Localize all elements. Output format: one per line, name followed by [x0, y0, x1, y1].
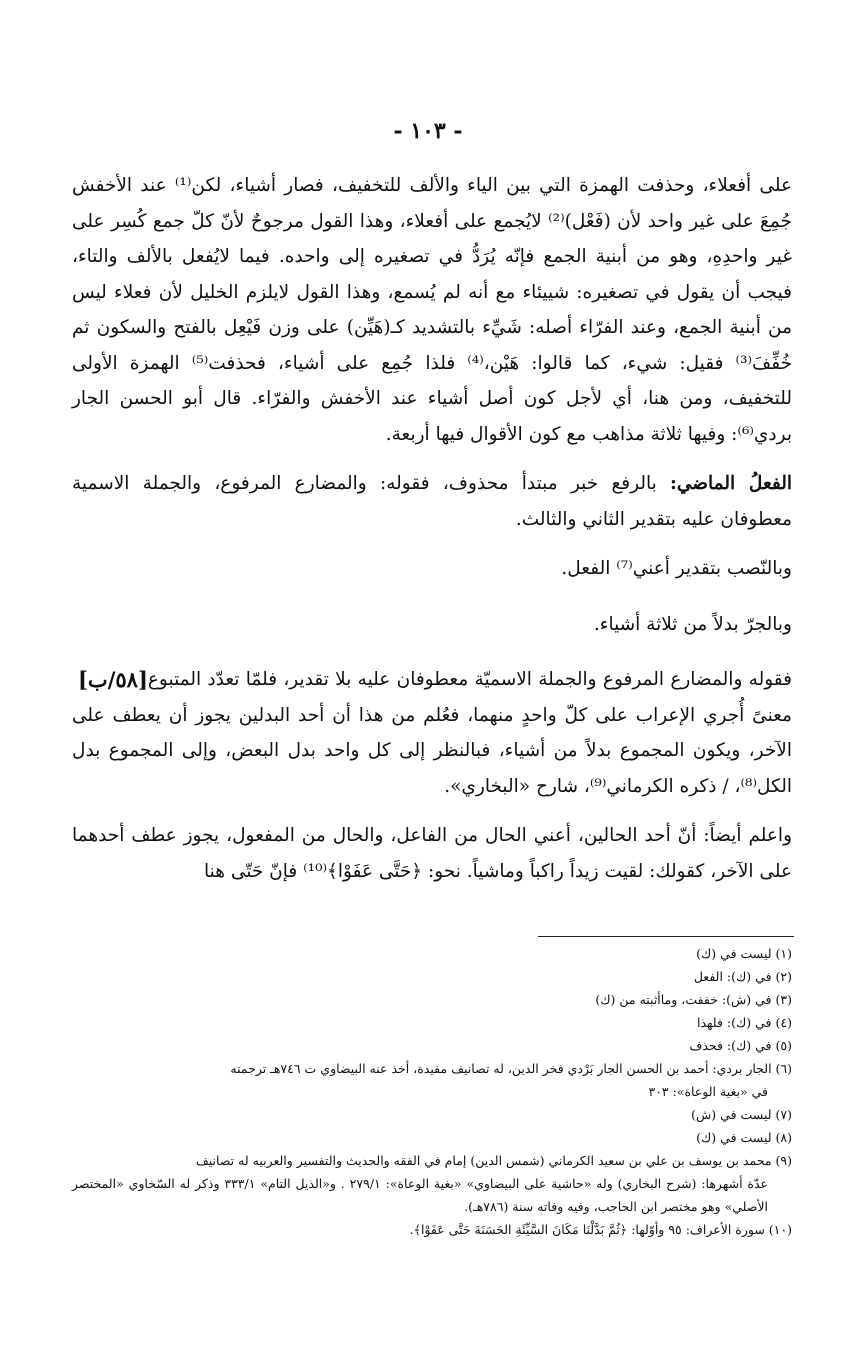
paragraph-2	[72, 466, 792, 537]
paragraph-5	[72, 662, 792, 804]
footnotes	[72, 942, 792, 1241]
paragraph-5-text: فقوله والمضارع المرفوع والجملة الاسميّة معطوفان عليه بلا تقدير، فلمّا تعدّد المتبوع معنىً أُجري الإعراب على كلّ واحدٍ منهما، فعُلم من هذا أن أحد البدلين يجوز أن يعطف على الآخر، ويكون المجموع بدلاً من أشياء، فبالنظر إلى كل واحد بدل البعض، وإلى المجموع بدل الكل⁽⁸⁾، / ذكره الكرماني⁽⁹⁾، شارح «البخاري».	[72, 669, 792, 797]
footnote	[72, 1057, 792, 1103]
paragraph-4: وبالجرّ بدلاً من ثلاثة أشياء.	[593, 613, 792, 635]
footnote-continuation: في «بغية الوعاة»: ٣٠٣	[648, 1084, 768, 1099]
page-number: - ١٠٣ -	[393, 118, 463, 144]
footnote: (١٠) سورة الأعراف: ٩٥ وأوّلها: ﴿ثُمَّ بَدَّلْنَا مَكَانَ السَّيِّئَةِ الحَسَنَةَ حَتَّى عَفَوْا﴾.	[409, 1222, 792, 1237]
paragraph-lead: الفعلُ الماضي:	[670, 473, 792, 494]
paragraph-1: على أفعلاء، وحذفت الهمزة التي بين الياء والألف للتخفيف، فصار أشياء، لكن⁽¹⁾ عند الأخفش جُمِعَ على غير واحد لأن (فَعْل)⁽²⁾ لايُجمع على أفعلاء، وهذا القول مرجوحٌ لأنّ كلّ جمع كُسِر على غير واحدِهِ، وهو من أبنية الجمع فإنّه يُرَدُّ في تصغيره إلى واحده. فيما لايُفعل بالألف والتاء، فيجب أن يقول في تصغيره: شييئاء مع أنه لم يُسمع، وهذا القول لايلزم الخليل لأن فعلاء ليس من أبنية الجمع، وعند الفرّاء أصله: شَيِّء بالتشديد كـ(هَيِّن) على وزن فَيْعِل بالفتح والسكون ثم خُفِّفَ⁽³⁾ فقيل: شيء، كما قالوا: هَيْن،⁽⁴⁾ فلذا جُمِع على أشياء، فحذفت⁽⁵⁾ الهمزة الأولى للتخفيف، ومن هنا، أي لأجل كون أصل أشياء عند الأخفش والفرّاء. قال أبو الحسن الجار بردي⁽⁶⁾: وفيها ثلاثة مذاهب مع كون الأقوال فيها أربعة.	[72, 175, 793, 445]
paragraph-2-text: بالرفع خبر مبتدأ محذوف، فقوله: والمضارع المرفوع، والجملة الاسمية معطوفان عليه بتقدير الثاني والثالث.	[72, 473, 792, 530]
folio-marker: [٥٨/ب]	[78, 667, 148, 692]
main-text	[72, 168, 792, 903]
paragraph-3: وبالنّصب بتقدير أعني⁽⁷⁾ الفعل.	[561, 558, 792, 579]
footnote: (٤) في (ك): فلهذا	[697, 1015, 792, 1030]
footnote: (٧) ليست في (ش)	[691, 1107, 792, 1122]
footnote: (٨) ليست في (ك)	[696, 1130, 792, 1145]
footnote-divider	[538, 936, 794, 937]
footnote-continuation: عدّة أشهرها: (شرح البخاري) وله «حاشية على البيضاوي» «بغية الوعاة»: ٢٧٩/١ . و«الذيل التام» ٣٣٣/١ وذكر له السّخاوي «المختصر الأصلي» وهو مختصر ابن الحاجب، وفيه وفاته سنة (٧٨٦هـ).	[72, 1176, 768, 1214]
footnote-text: (٦) الجار بردي: أحمد بن الحسن الجار بَرْدي فخر الدين، له تصانيف مفيدة، أخذ عنه البيضاوي ت ٧٤٦هـ ترجمته	[230, 1061, 792, 1076]
paragraph-6: واعلم أيضاً: أنّ أحد الحالين، أعني الحال من الفاعل، والحال من المفعول، يجوز عطف أحدهما على الآخر، كقولك: لقيت زيداً راكباً وماشياً. نحو: ﴿حَتَّى عَفَوْا﴾⁽¹⁰⁾ فإنّ حَتّى هنا	[72, 825, 792, 882]
footnote: (٣) في (ش): خففت، وماأثبته من (ك)	[595, 992, 792, 1007]
footnote-text: (٩) محمد بن يوسف بن علي بن سعيد الكرماني (شمس الدين) إمام في الفقه والحديث والتفسير والعربيه له تصانيف	[195, 1153, 792, 1168]
footnote: (١) ليست في (ك)	[696, 946, 792, 961]
footnote: (٥) في (ك): فحذف	[689, 1038, 792, 1053]
footnote: (٢) في (ك): الفعل	[693, 969, 792, 984]
footnote	[72, 1149, 792, 1218]
